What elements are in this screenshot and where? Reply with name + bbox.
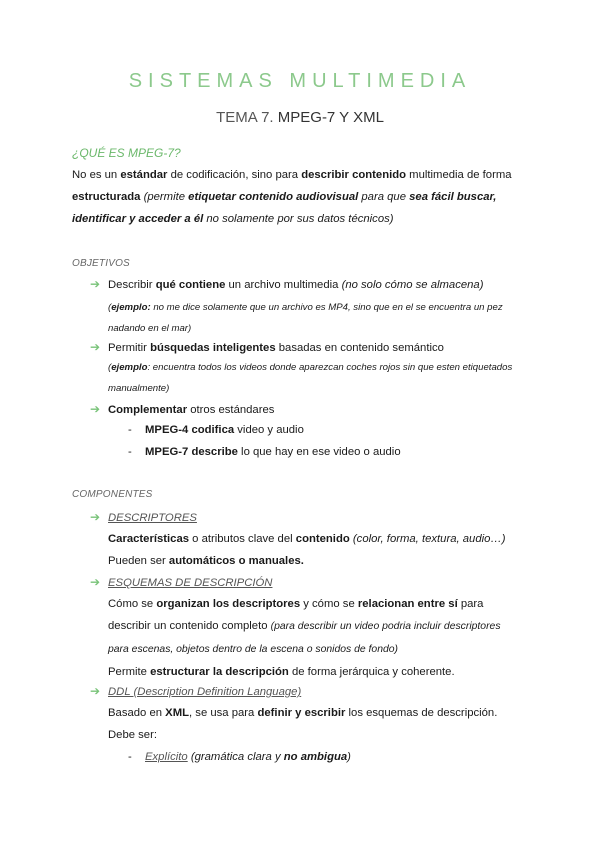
intro-paragraph — [72, 164, 542, 230]
topic-number: TEMA 7. — [216, 109, 274, 126]
descriptores-body: Características o atributos clave del contenido (color, forma, textura, audio…) Pueden ser automáticos o manuales. — [108, 533, 506, 567]
arrow-right-icon: ➔ — [90, 402, 101, 416]
arrow-right-icon: ➔ — [90, 510, 101, 524]
ddl-title: ➔ DDL (Description Definition Language) — [90, 680, 550, 703]
intro-line-2: estructurada (permite etiquetar contenido audiovisual para que sea fácil buscar, — [72, 191, 497, 203]
componentes-heading: COMPONENTES — [72, 489, 153, 500]
ddl-body: Basado en XML, se usa para definir y escribir los esquemas de descripción. Debe ser: — [108, 707, 498, 741]
objetivo-subitem-1: - MPEG-4 codifica video y audio — [128, 424, 304, 436]
objetivo-item-2: ➔ Permitir búsquedas inteligentes basadas en contenido semántico — [90, 336, 550, 359]
objetivo-item-3: ➔ Complementar otros estándares — [90, 398, 550, 421]
topic-title — [0, 109, 600, 126]
arrow-right-icon: ➔ — [90, 575, 101, 589]
ddl-subitem: - Explícito (gramática clara y no ambigua) — [128, 751, 351, 763]
intro-line-1: No es un estándar de codificación, sino para describir contenido multimedia de forma — [72, 169, 512, 181]
objetivo-note-2: (ejemplo: encuentra todos los videos donde aparezcan coches rojos sin que esten etiquetados manualmente) — [108, 362, 513, 394]
objetivos-heading: OBJETIVOS — [72, 258, 130, 269]
arrow-right-icon: ➔ — [90, 277, 101, 291]
topic-name: MPEG-7 Y XML — [277, 109, 384, 126]
arrow-right-icon: ➔ — [90, 684, 101, 698]
arrow-right-icon: ➔ — [90, 340, 101, 354]
esquemas-body: Cómo se organizan los descriptores y cómo se relacionan entre sí para describir un contenido completo (para describir un video podria incluir descriptores para escenas, objetos dentro de la escena o sonidos de fondo) Permite estructurar la descripción de forma jerárquica y coherente. — [108, 598, 501, 678]
intro-heading: ¿QUÉ ES MPEG-7? — [72, 146, 181, 160]
objetivo-item-1: ➔ Describir qué contiene un archivo multimedia (no solo cómo se almacena) — [90, 273, 550, 296]
descriptores-title: ➔ DESCRIPTORES — [90, 506, 550, 529]
intro-line-3: identificar y acceder a él no solamente por sus datos técnicos) — [72, 213, 394, 225]
document-title: SISTEMAS MULTIMEDIA — [128, 70, 472, 92]
objetivo-subitem-2: - MPEG-7 describe lo que hay en ese video o audio — [128, 446, 401, 458]
objetivo-note-1: (ejemplo: no me dice solamente que un archivo es MP4, sino que en el se encuentra un pez nadando en el mar) — [108, 302, 503, 334]
esquemas-title: ➔ ESQUEMAS DE DESCRIPCIÓN — [90, 571, 550, 594]
